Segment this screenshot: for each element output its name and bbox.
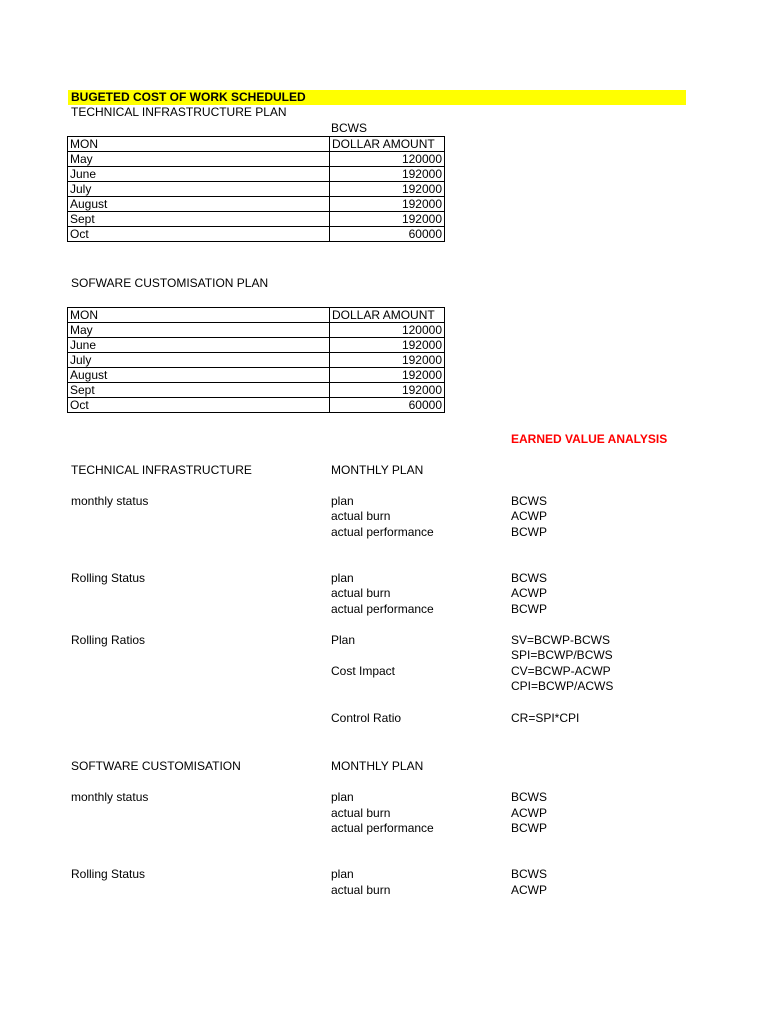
sc-rs-code: ACWP <box>511 883 547 897</box>
month-cell: Oct <box>68 398 330 413</box>
sc-plan-table <box>67 307 445 413</box>
sc-ms-code: ACWP <box>511 806 547 820</box>
sc-monthly-plan-heading: MONTHLY PLAN <box>331 759 424 773</box>
ti-ms-code: BCWS <box>511 494 547 508</box>
month-cell: Oct <box>68 227 330 242</box>
sc-ms-item: actual burn <box>331 806 391 820</box>
table-row <box>68 182 445 197</box>
amount-cell: 192000 <box>330 167 445 182</box>
amount-cell: 192000 <box>330 212 445 227</box>
amount-cell: 192000 <box>330 197 445 212</box>
sc-ms-item: plan <box>331 790 354 804</box>
ti-monthly-plan-heading: MONTHLY PLAN <box>331 463 424 477</box>
amount-cell: 192000 <box>330 368 445 383</box>
ti-rr-cr: CR=SPI*CPI <box>511 711 580 725</box>
table-row <box>68 398 445 413</box>
ti-monthly-status: monthly status <box>71 494 149 508</box>
ti-rs-code: ACWP <box>511 586 547 600</box>
month-cell: May <box>68 323 330 338</box>
sc-heading: SOFTWARE CUSTOMISATION <box>71 759 241 773</box>
ti-rs-item: actual burn <box>331 586 391 600</box>
sc-rs-item: actual burn <box>331 883 391 897</box>
ti-plan-table <box>67 136 445 242</box>
table-row <box>68 167 445 182</box>
ti-rr-spi: SPI=BCWP/BCWS <box>511 648 613 662</box>
ti-rr-sv: SV=BCWP-BCWS <box>511 633 611 647</box>
ti-rolling-ratios: Rolling Ratios <box>71 633 146 647</box>
table-header-row <box>68 137 445 152</box>
sc-ms-item: actual performance <box>331 821 434 835</box>
column-header: DOLLAR AMOUNT <box>330 308 445 323</box>
table-row <box>68 227 445 242</box>
month-cell: May <box>68 152 330 167</box>
sc-rs-item: plan <box>331 867 354 881</box>
month-cell: June <box>68 167 330 182</box>
sc-ms-code: BCWP <box>511 821 547 835</box>
ti-rs-code: BCWP <box>511 602 547 616</box>
ti-ms-code: ACWP <box>511 509 547 523</box>
table-row <box>68 197 445 212</box>
column-header: MON <box>68 137 330 152</box>
sc-ms-code: BCWS <box>511 790 547 804</box>
amount-cell: 120000 <box>330 152 445 167</box>
ti-ms-item: actual performance <box>331 525 434 539</box>
month-cell: July <box>68 182 330 197</box>
plan-subtitle: TECHNICAL INFRASTRUCTURE PLAN <box>71 105 287 119</box>
ti-ms-code: BCWP <box>511 525 547 539</box>
month-cell: July <box>68 353 330 368</box>
ti-ms-item: actual burn <box>331 509 391 523</box>
sc-rolling-status: Rolling Status <box>71 867 146 881</box>
column-header: MON <box>68 308 330 323</box>
ti-rs-code: BCWS <box>511 571 547 585</box>
column-header: DOLLAR AMOUNT <box>330 137 445 152</box>
ti-rs-item: actual performance <box>331 602 434 616</box>
ti-rr-plan: Plan <box>331 633 356 647</box>
amount-cell: 192000 <box>330 182 445 197</box>
eva-title: EARNED VALUE ANALYSIS <box>511 432 668 446</box>
amount-cell: 120000 <box>330 323 445 338</box>
page-title: BUGETED COST OF WORK SCHEDULED <box>71 90 306 104</box>
sc-monthly-status: monthly status <box>71 790 149 804</box>
sc-rs-code: BCWS <box>511 867 547 881</box>
ti-rs-item: plan <box>331 571 354 585</box>
amount-cell: 60000 <box>330 398 445 413</box>
ti-heading: TECHNICAL INFRASTRUCTURE <box>71 463 252 477</box>
table-row <box>68 323 445 338</box>
table-header-row <box>68 308 445 323</box>
section-title: SOFWARE CUSTOMISATION PLAN <box>71 276 269 290</box>
ti-rr-control-ratio: Control Ratio <box>331 711 402 725</box>
amount-cell: 192000 <box>330 338 445 353</box>
table-row <box>68 338 445 353</box>
month-cell: Sept <box>68 212 330 227</box>
ti-rr-cv: CV=BCWP-ACWP <box>511 664 611 678</box>
ti-rr-cost-impact: Cost Impact <box>331 664 396 678</box>
table-row <box>68 368 445 383</box>
month-cell: August <box>68 368 330 383</box>
month-cell: Sept <box>68 383 330 398</box>
month-cell: June <box>68 338 330 353</box>
table-row <box>68 212 445 227</box>
table-row <box>68 152 445 167</box>
amount-cell: 60000 <box>330 227 445 242</box>
ti-ms-item: plan <box>331 494 354 508</box>
table-row <box>68 353 445 368</box>
amount-cell: 192000 <box>330 353 445 368</box>
ti-rr-cpi: CPI=BCWP/ACWS <box>511 679 614 693</box>
month-cell: August <box>68 197 330 212</box>
ti-rolling-status: Rolling Status <box>71 571 146 585</box>
bcws-label: BCWS <box>331 121 367 135</box>
table-row <box>68 383 445 398</box>
amount-cell: 192000 <box>330 383 445 398</box>
